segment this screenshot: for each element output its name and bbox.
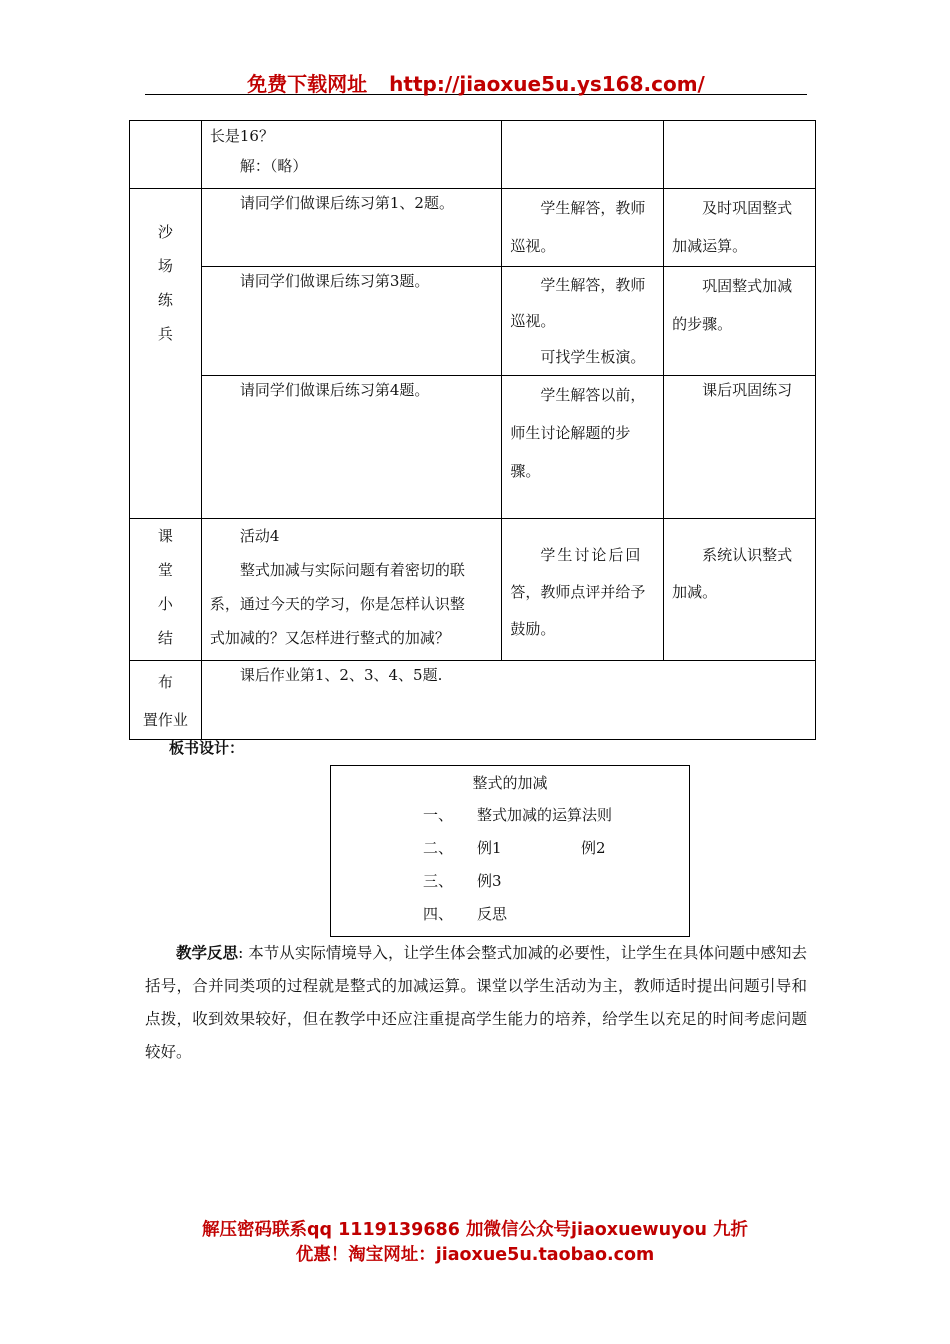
activity-cell	[502, 267, 664, 376]
intent-line: 巩固整式加减	[702, 277, 793, 295]
intent-line: 的步骤。	[672, 315, 733, 333]
board-item-text: 反思	[477, 905, 508, 923]
reflection-label: 教学反思	[176, 943, 239, 962]
table-row	[130, 376, 816, 519]
board-item	[423, 870, 502, 891]
content-line: 请同学们做课后练习第3题。	[239, 272, 430, 290]
intent-cell	[664, 267, 816, 376]
table-row	[130, 661, 816, 740]
label-cell-practice	[130, 189, 202, 519]
header-url[interactable]: http://jiaoxue5u.ys168.com/	[389, 72, 705, 96]
board-title: 整式的加减	[472, 774, 548, 792]
content-cell	[201, 519, 502, 661]
reflection-text: : 本节从实际情境导入，让学生体会整式加减的必要性，让学生在具体问题中感知去括号，合并同类项的过程就是整式的加减运算。课堂以学生活动为主，教师适时提出问题引导和点拨，收到效果较好，但在教学中还应注重提高学生能力的培养，给学生以充足的时间考虑问题较好。	[145, 944, 807, 1061]
activity-line: 骤。	[510, 462, 541, 480]
footer-line-1: 解压密码联系qq 1119139686 加微信公众号jiaoxuewuyou 九折	[201, 1220, 749, 1240]
label-char: 兵	[157, 325, 173, 343]
activity-line: 答，教师点评并给予	[510, 583, 646, 601]
activity-line: 巡视。	[510, 312, 556, 330]
intent-line: 加减。	[672, 583, 718, 601]
activity-cell	[502, 121, 664, 189]
label-char: 布	[157, 673, 173, 691]
intent-cell	[664, 519, 816, 661]
label-char: 课	[157, 527, 173, 545]
board-design-box	[330, 765, 690, 937]
board-item	[423, 903, 507, 924]
page-footer	[140, 1218, 810, 1268]
activity-line: 可找学生板演。	[540, 348, 646, 366]
footer-line-2[interactable]: 优惠！淘宝网址：jiaoxue5u.taobao.com	[295, 1245, 655, 1265]
table-row	[130, 267, 816, 376]
table-row	[130, 519, 816, 661]
intent-cell	[664, 376, 816, 519]
board-item-extra: 例2	[581, 839, 606, 857]
board-item-text: 例3	[477, 872, 502, 890]
board-item	[423, 804, 612, 825]
intent-cell	[664, 121, 816, 189]
homework-cell	[201, 661, 815, 740]
lesson-table	[129, 120, 816, 740]
activity-cell	[502, 189, 664, 267]
board-item-text: 例1	[477, 839, 502, 857]
label-char: 练	[157, 291, 173, 309]
activity-cell	[502, 376, 664, 519]
content-line: 系，通过今天的学习，你是怎样认识整	[209, 595, 465, 613]
board-item-num: 三、	[423, 872, 454, 890]
table-row	[130, 189, 816, 267]
label-char: 场	[157, 257, 173, 275]
activity-line: 学生解答，教师	[540, 199, 646, 217]
board-item-num: 二、	[423, 839, 454, 857]
intent-line: 系统认识整式	[702, 546, 793, 564]
board-item-num: 一、	[423, 806, 454, 824]
content-line: 式加减的？又怎样进行整式的加减？	[209, 629, 450, 647]
content-line: 活动4	[239, 527, 280, 545]
content-cell	[201, 376, 502, 519]
board-heading: 板书设计：	[169, 739, 245, 757]
activity-line: 学生讨论后回	[540, 546, 643, 564]
homework-text: 课后作业第1、2、3、4、5题.	[239, 666, 443, 684]
header-title: 免费下载网址	[247, 72, 368, 96]
content-line: 整式加减与实际问题有着密切的联	[239, 561, 465, 579]
content-line: 请同学们做课后练习第1、2题。	[239, 194, 454, 212]
activity-line: 鼓励。	[510, 620, 556, 638]
teaching-reflection	[145, 936, 807, 1069]
activity-line: 学生解答以前，	[540, 386, 646, 404]
label-char: 沙	[157, 223, 173, 241]
content-cell	[201, 121, 502, 189]
label-cell	[130, 121, 202, 189]
board-item	[423, 837, 606, 858]
activity-line: 巡视。	[510, 237, 556, 255]
content-line: 解：（略）	[239, 157, 308, 175]
intent-line: 课后巩固练习	[702, 381, 793, 399]
intent-cell	[664, 189, 816, 267]
table-row	[130, 121, 816, 189]
content-line: 请同学们做课后练习第4题。	[239, 381, 430, 399]
content-cell	[201, 189, 502, 267]
board-item-num: 四、	[423, 905, 454, 923]
content-cell	[201, 267, 502, 376]
label-char: 小	[157, 595, 173, 613]
label-cell-homework	[130, 661, 202, 740]
activity-line: 师生讨论解题的步	[510, 424, 631, 442]
label-char: 置作业	[142, 711, 188, 729]
label-cell-summary	[130, 519, 202, 661]
activity-cell	[502, 519, 664, 661]
content-line: 长是16？	[209, 127, 274, 145]
intent-line: 及时巩固整式	[702, 199, 793, 217]
intent-line: 加减运算。	[672, 237, 748, 255]
board-item-text: 整式加减的运算法则	[477, 806, 613, 824]
activity-line: 学生解答，教师	[540, 276, 646, 294]
label-char: 堂	[157, 561, 173, 579]
page-header	[145, 68, 807, 95]
label-char: 结	[157, 629, 173, 647]
